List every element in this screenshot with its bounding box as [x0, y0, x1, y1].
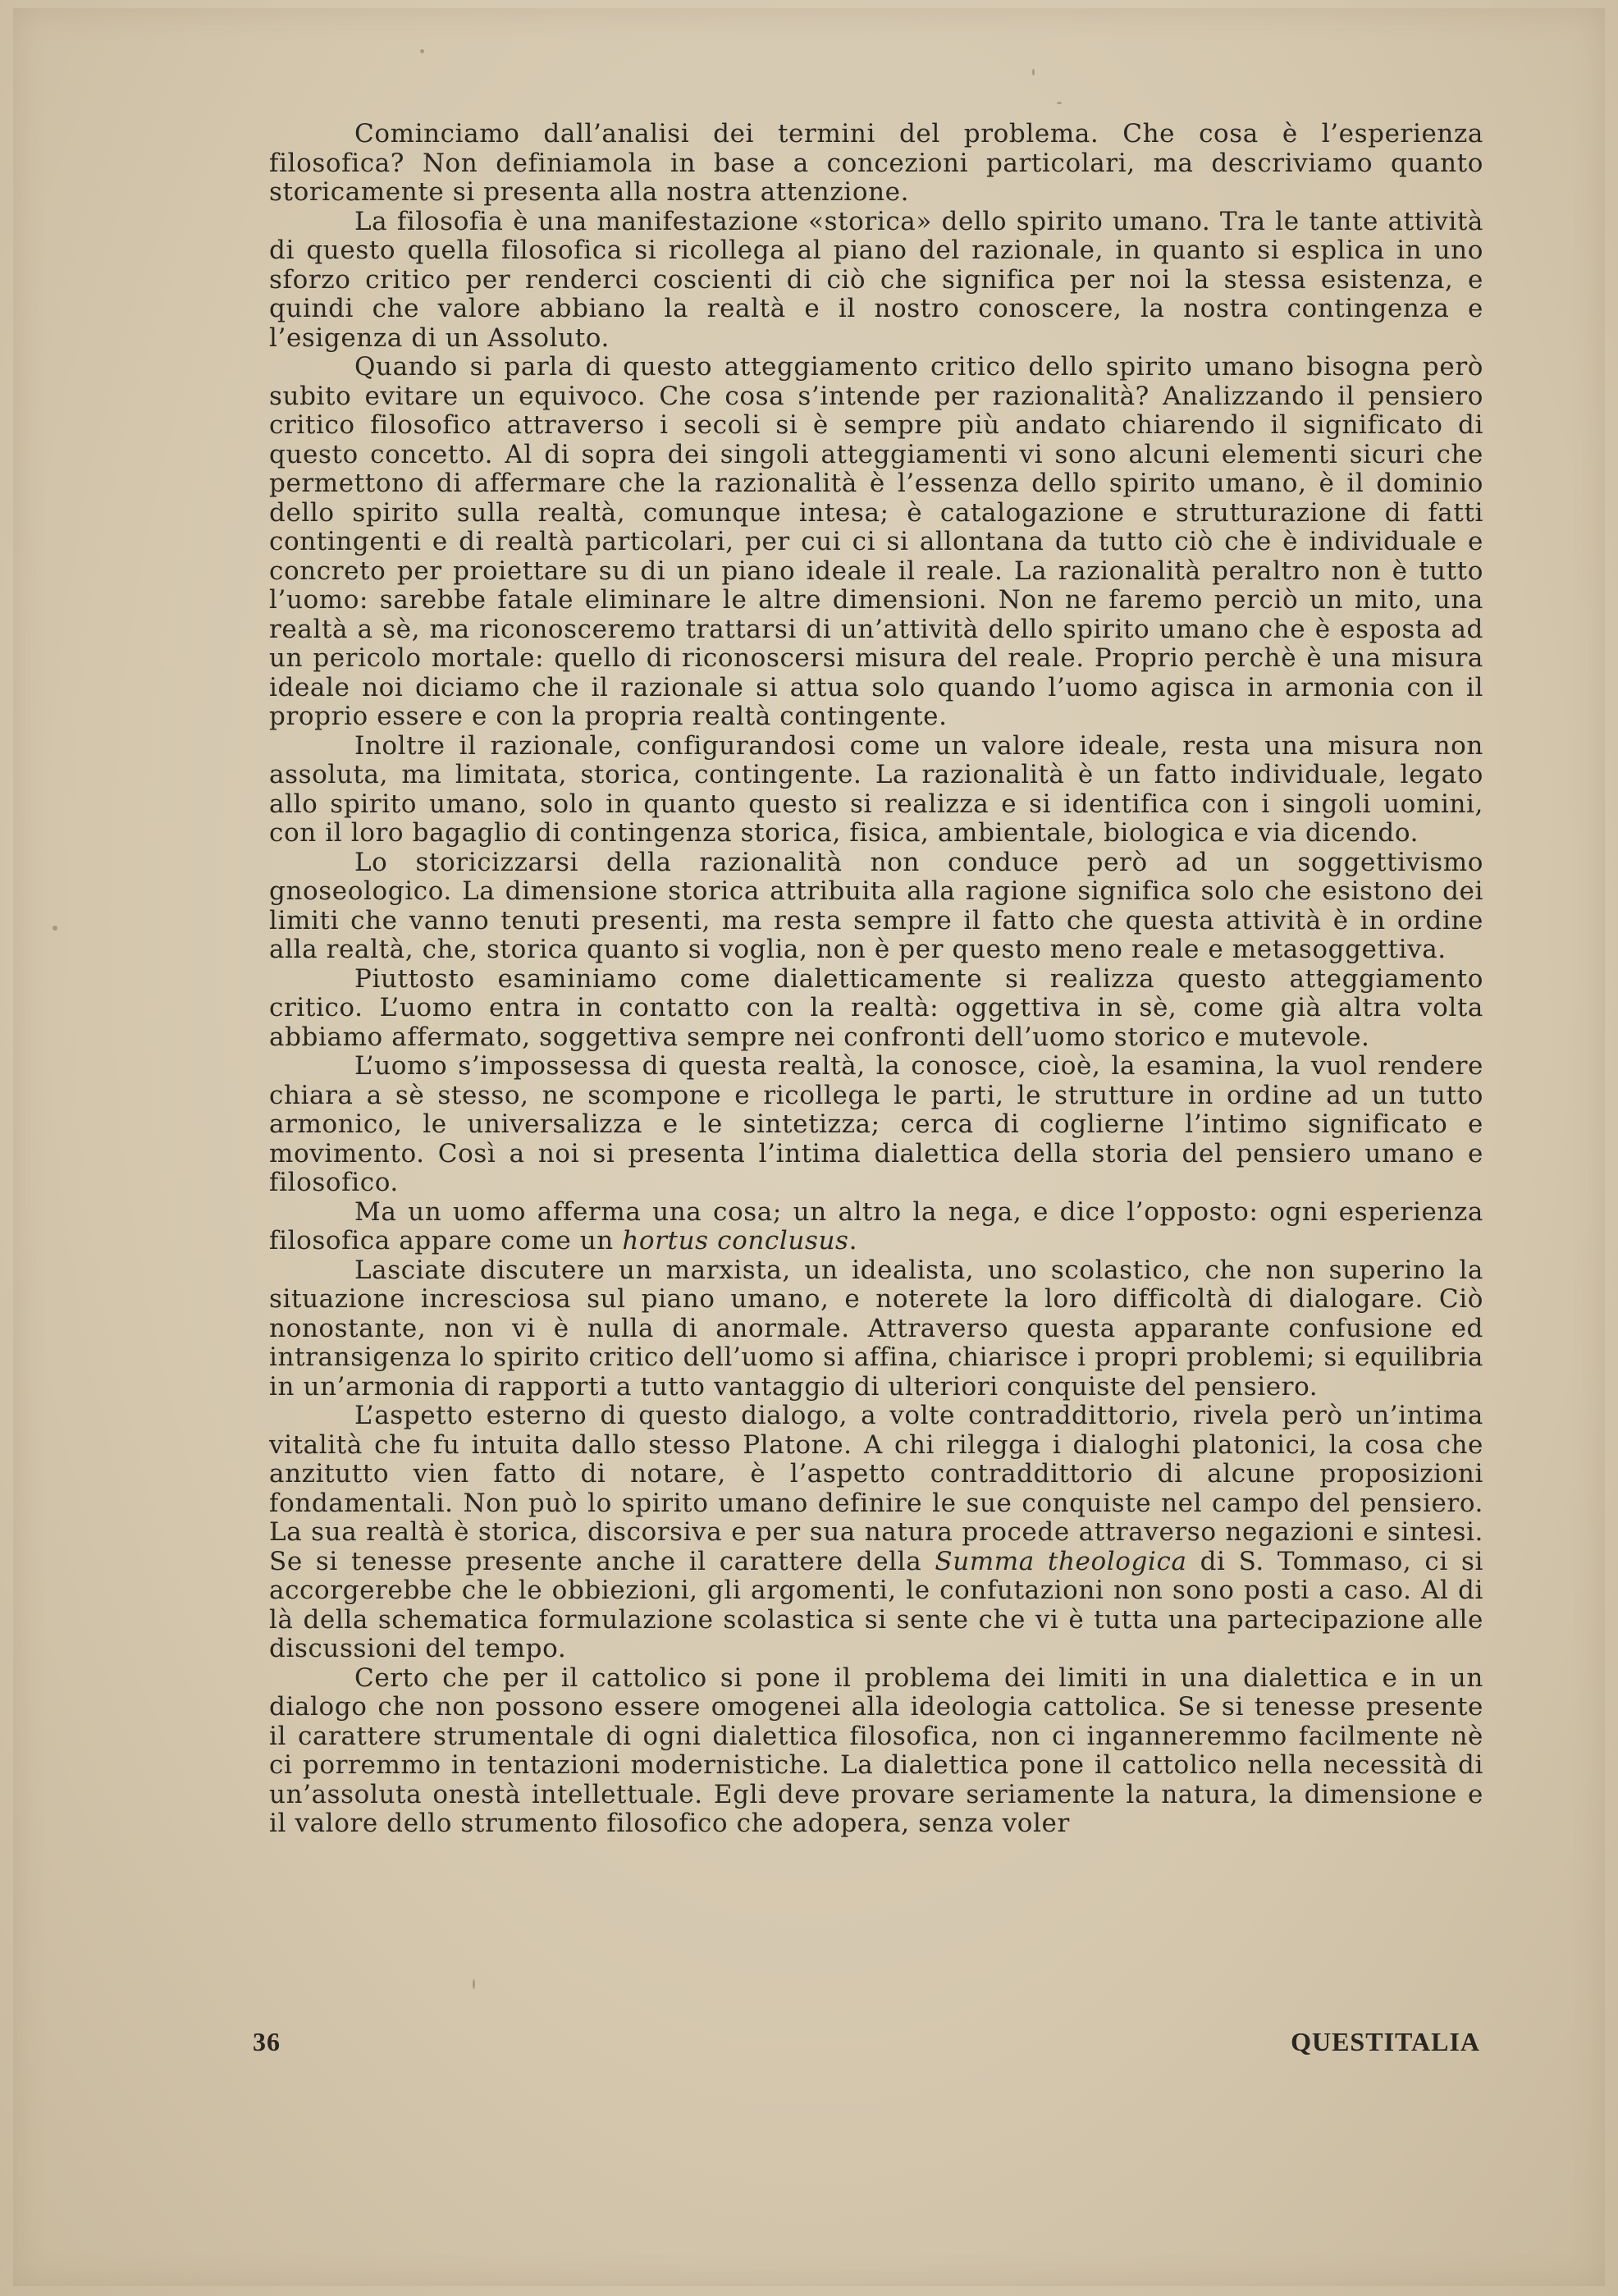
paragraph-3: Quando si parla di questo atteggiamento critico dello spirito umano bisogna però subito evitare un equivoco. Che cosa s’intende per razionalità? Analizzando il pensiero critico filosofico attraverso i secoli si è sempre più andato chiarendo il significato di questo concetto. Al di sopra dei singoli atteggiamenti vi sono alcuni elementi sicuri che permettono di affermare che la razionalità è l’essenza dello spirito umano, è il dominio dello spirito sulla realtà, comunque intesa; è catalogazione e strutturazione di fatti contingenti e di realtà particolari, per cui ci si allontana da tutto ciò che è individuale e concreto per proiettare su di un piano ideale il reale. La razionalità peraltro non è tutto l’uomo: sarebbe fatale eliminare le altre dimensioni. Non ne faremo perciò un mito, una realtà a sè, ma riconosceremo trattarsi di un’attività dello spirito umano che è esposta ad un pericolo mortale: quello di riconoscersi misura del reale. Proprio perchè è una misura ideale noi diciamo che il razionale si attua solo quando l’uomo agisca in armonia con il proprio essere e con la propria realtà contingente.	[269, 352, 1483, 731]
paragraph-11: Certo che per il cattolico si pone il problema dei limiti in una dialettica e in un dialogo che non possono essere omogenei alla ideologia cattolica. Se si tenesse presente il carattere strumentale di ogni dialettica filosofica, non ci inganneremmo facilmente nè ci porremmo in tentazioni modernistiche. La dialettica pone il cattolico nella necessità di un’assoluta onestà intellettuale. Egli deve provare seriamente la natura, la dimensione e il valore dello strumento filosofico che adopera, senza voler	[269, 1663, 1483, 1838]
paragraph-4: Inoltre il razionale, configurandosi come un valore ideale, resta una misura non assoluta, ma limitata, storica, contingente. La razionalità è un fatto individuale, legato allo spirito umano, solo in quanto questo si realizza e si identifica con i singoli uomini, con il loro bagaglio di contingenza storica, fisica, ambientale, biologica e via dicendo.	[269, 730, 1483, 848]
page-number: 36	[253, 2027, 281, 2056]
paper-speck	[1057, 102, 1062, 104]
paragraph-9: Lasciate discutere un marxista, un idealista, uno scolastico, che non superino la situazione incresciosa sul piano umano, e noterete la loro difficoltà di dialogare. Ciò nonostante, non vi è nulla di anormale. Attraverso questa apparante confusione ed intransigenza lo spirito critico dell’uomo si affina, chiarisce i propri problemi; si equilibria in un’armonia di rapporti a tutto vantaggio di ulteriori conquiste del pensiero.	[269, 1255, 1483, 1402]
paragraph-6: Piuttosto esaminiamo come dialetticamente si realizza questo atteggiamento critico. L’uomo entra in contatto con la realtà: oggettiva in sè, come già altra volta abbiamo affermato, soggettiva sempre nei confronti dell’uomo storico e mutevole.	[269, 963, 1483, 1052]
paper-speck	[420, 49, 424, 53]
page-footer	[253, 2027, 1480, 2060]
paragraph-8: Ma un uomo afferma una cosa; un altro la nega, e dice l’opposto: ogni esperienza filosofica appare come un hortus conclusus.	[269, 1196, 1483, 1255]
journal-name: QUESTITALIA	[1291, 2027, 1480, 2056]
paper-speck	[1032, 69, 1035, 75]
italic-title: Summa theologica	[935, 1546, 1187, 1576]
italic-title: hortus conclusus	[622, 1226, 849, 1255]
paper-speck	[473, 1979, 475, 1989]
paragraph-1: Cominciamo dall’analisi dei termini del problema. Che cosa è l’esperienza filosofica? Non definiamola in base a concezioni particolari, ma descriviamo quanto storicamente si presenta alla nostra attenzione.	[269, 119, 1483, 207]
paragraph-2: La filosofia è una manifestazione «storica» dello spirito umano. Tra le tante attività di questo quella filosofica si ricollega al piano del razionale, in quanto si esplica in uno sforzo critico per renderci coscienti di ciò che significa per noi la stessa esistenza, e quindi che valore abbiano la realtà e il nostro conoscere, la nostra contingenza e l’esigenza di un Assoluto.	[269, 206, 1483, 353]
paragraph-5: Lo storicizzarsi della razionalità non conduce però ad un soggettivismo gnoseologico. La dimensione storica attribuita alla ragione significa solo che esistono dei limiti che vanno tenuti presenti, ma resta sempre il fatto che questa attività è in ordine alla realtà, che, storica quanto si voglia, non è per questo meno reale e metasoggettiva.	[269, 847, 1483, 964]
paragraph-10: L’aspetto esterno di questo dialogo, a volte contraddittorio, rivela però un’intima vitalità che fu intuita dallo stesso Platone. A chi rilegga i dialoghi platonici, la cosa che anzitutto vien fatto di notare, è l’aspetto contraddittorio di alcune proposizioni fondamentali. Non può lo spirito umano definire le sue conquiste nel campo del pensiero. La sua realtà è storica, discorsiva e per sua natura procede attraverso negazioni e sintesi. Se si tenesse presente anche il carattere della Summa theologica di S. Tommaso, ci si accorgerebbe che le obbiezioni, gli argomenti, le confutazioni non sono posti a caso. Al di là della schematica formulazione scolastica si sente che vi è tutta una partecipazione alle discussioni del tempo.	[269, 1401, 1483, 1663]
paper-speck	[53, 926, 57, 931]
paragraph-7: L’uomo s’impossessa di questa realtà, la conosce, cioè, la esamina, la vuol rendere chiara a sè stesso, ne scompone e ricollega le parti, le strutture in ordine ad un tutto armonico, le universalizza e le sintetizza; cerca di coglierne l’intimo significato e movimento. Così a noi si presenta l’intima dialettica della storia del pensiero umano e filosofico.	[269, 1051, 1483, 1197]
article-text	[269, 120, 1483, 1839]
